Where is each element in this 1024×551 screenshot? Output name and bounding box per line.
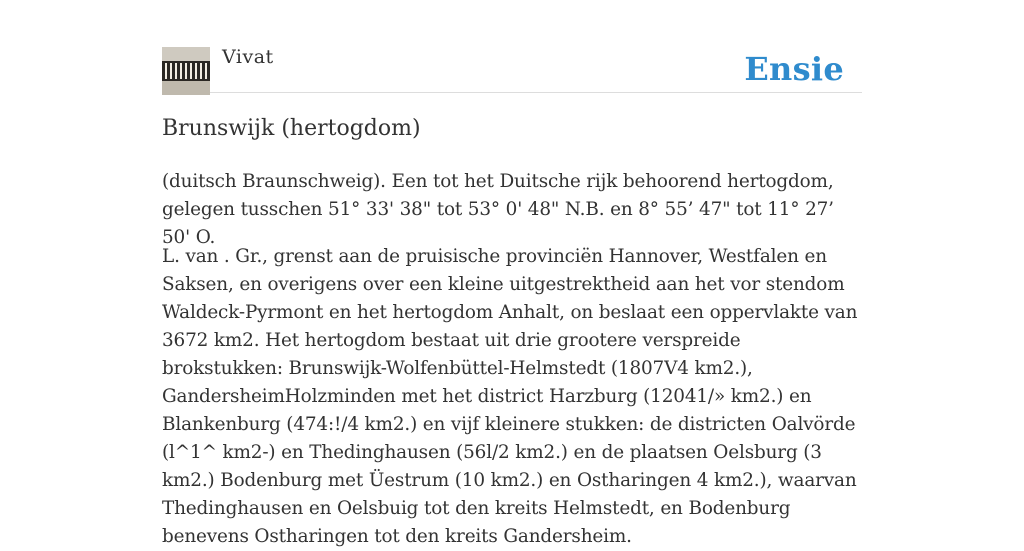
header (162, 0, 862, 93)
article-paragraph: L. van . Gr., grenst aan de pruisische provinciën Hannover, Westfalen en Saksen, en overigens over een kleine uitgestrektheid aan het vor stendom Waldeck-Pyrmont en het hertogdom Anhalt, on beslaat een oppervlakte van 3672 km2. Het hertogdom bestaat uit drie grootere verspreide brokstukken: Brunswijk-Wolfenbüttel-Helmstedt (1807V4 km2.), GandersheimHolzminden met het district Harzburg (12041/» km2.) en Blankenburg (474:!/4 km2.) en vijf kleinere stukken: de districten Oalvörde (l^1^ km2-) en Thedinghausen (56l/2 km2.) en de plaatsen Oelsburg (3 km2.) Bodenburg met Üestrum (10 km2.) en Ostharingen 4 km2.), waarvan Thedinghausen en Oelsbuig tot den kreits Helmstedt, en Bodenburg benevens Ostharingen tot den kreits Gandersheim. (162, 246, 858, 547)
avatar-image (162, 47, 210, 95)
article-paragraph: (duitsch Braunschweig). Een tot het Duitsche rijk behoorend hertogdom, gelegen tusschen 51° 33' 38" tot 53° 0' 48" N.B. en 8° 55’ 47" tot 11° 27’ 50' O. (162, 171, 834, 248)
avatar[interactable] (162, 47, 210, 95)
article-title: Brunswijk (hertogdom) (162, 116, 421, 141)
brand-logo[interactable]: Ensie (744, 50, 844, 88)
page (162, 0, 862, 547)
author-name[interactable]: Vivat (222, 46, 274, 68)
